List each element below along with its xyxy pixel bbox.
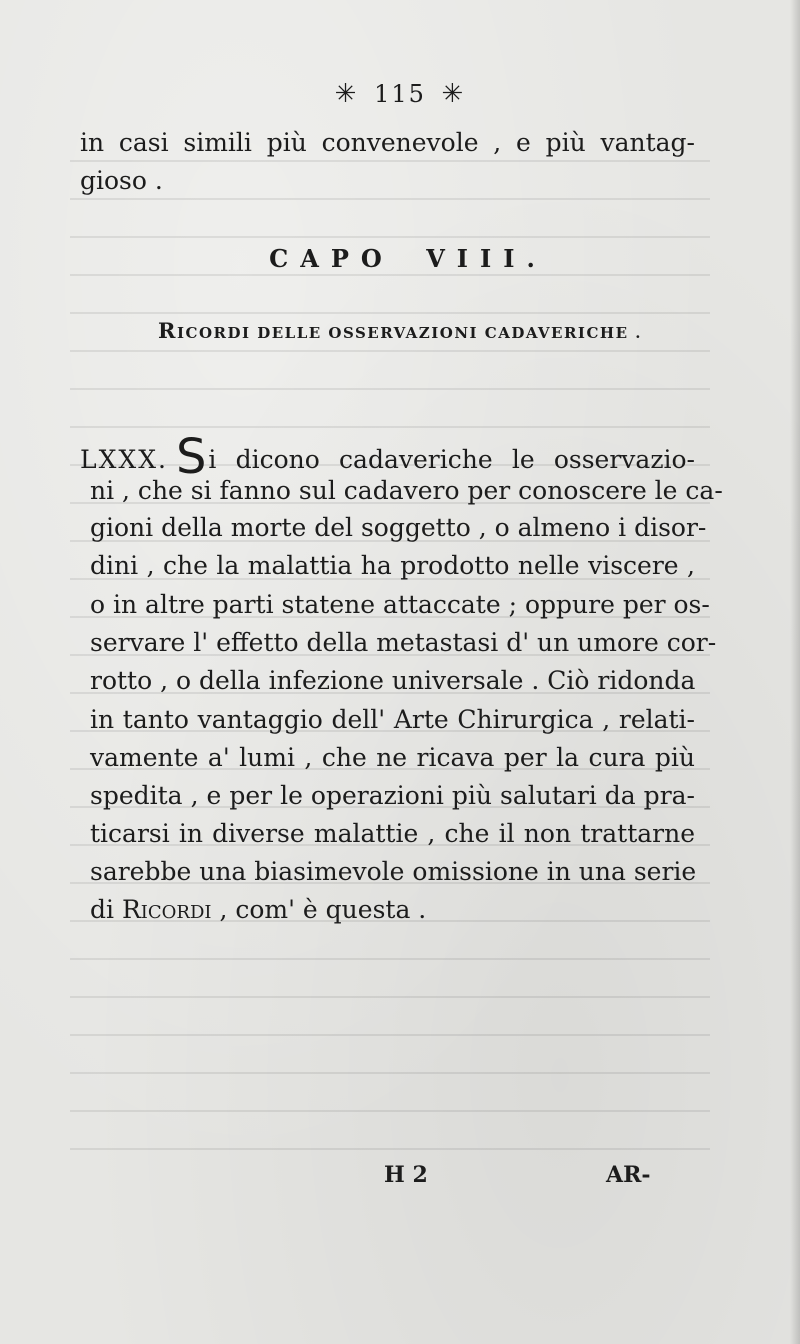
paragraph-line-3: gioni della morte del soggetto , o almeno i disor- xyxy=(90,513,707,542)
paragraph-line-7: rotto , o della infezione universale . Ciò ridonda xyxy=(90,666,696,695)
page-header xyxy=(0,78,800,109)
show-through-texture xyxy=(70,160,723,1160)
paragraph-line-12: sarebbe una biasimevole omissione in una serie xyxy=(90,857,697,886)
chapter-title: CAPO VIII. xyxy=(269,244,547,273)
paragraph-line-1-text: i dicono cadaveriche le osservazio- xyxy=(208,445,695,474)
paragraph-line-13 xyxy=(90,897,695,922)
subtitle-initial: R xyxy=(158,318,177,343)
paragraph-line-11: ticarsi in diverse malattie , che il non trattarne xyxy=(90,819,695,848)
page-edge-shadow xyxy=(790,0,800,1344)
paragraph-line-1 xyxy=(80,429,695,485)
chapter-subtitle xyxy=(0,318,800,343)
subtitle-text: ICORDI DELLE OSSERVAZIONI CADAVERICHE . xyxy=(176,324,642,342)
intro-line-1: in casi simili più convenevole , e più vantag- xyxy=(80,128,695,157)
paragraph-line-5: o in altre parti statene attaccate ; oppure per os- xyxy=(90,590,710,619)
paragraph-line-2: ni , che si fanno sul cadavero per conoscere le ca- xyxy=(90,476,723,505)
page-number: 115 xyxy=(374,79,426,108)
last-line-suffix: , com' è questa . xyxy=(211,895,427,924)
intro-line-2: gioso . xyxy=(80,166,163,195)
paragraph-line-8: in tanto vantaggio dell' Arte Chirurgica , relati- xyxy=(90,705,695,734)
paragraph-line-4: dini , che la malattia ha prodotto nelle viscere , xyxy=(90,551,695,580)
paragraph-line-9: vamente a' lumi , che ne ricava per la cura più xyxy=(90,743,695,772)
ornament-star-right: ✳ xyxy=(441,78,466,109)
paragraph-number: LXXX. xyxy=(80,445,168,474)
drop-cap: S xyxy=(175,429,207,485)
catchword: AR- xyxy=(606,1162,651,1188)
signature-mark: H 2 xyxy=(384,1162,428,1188)
ricordi-word: Ricordi xyxy=(121,895,212,924)
last-line-prefix: di xyxy=(90,895,122,924)
paragraph-line-6: servare l' effetto della metastasi d' un umore cor- xyxy=(90,628,717,657)
paragraph-line-10: spedita , e per le operazioni più salutari da pra- xyxy=(90,781,695,810)
ornament-star-left: ✳ xyxy=(334,78,359,109)
